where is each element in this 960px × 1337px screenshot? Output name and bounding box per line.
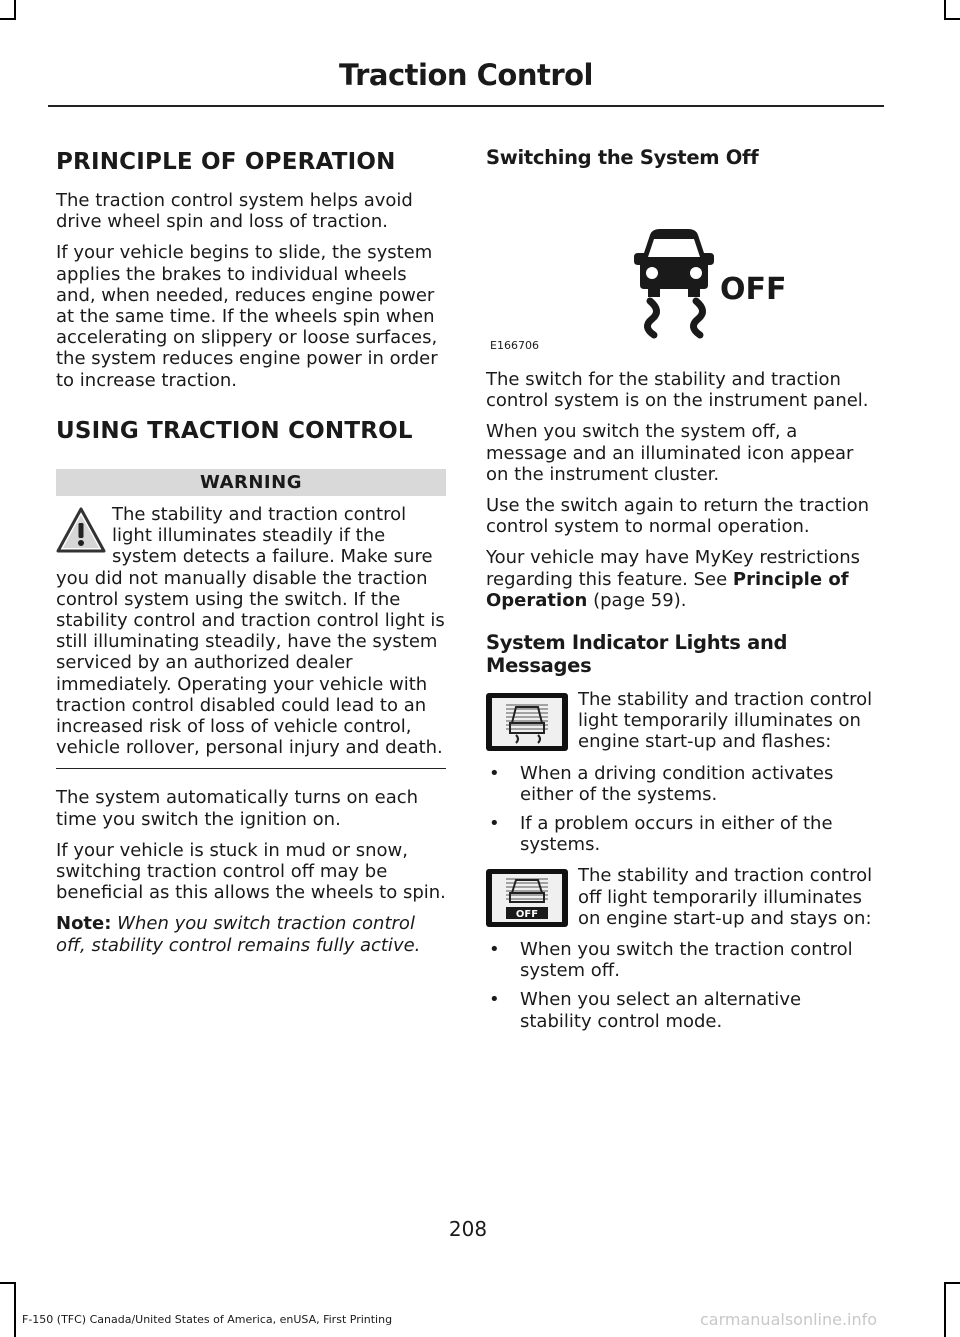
figure-code: E166706 <box>490 339 539 352</box>
section-heading-using: USING TRACTION CONTROL <box>56 417 413 444</box>
crop-mark <box>944 18 960 20</box>
list-item: • When a driving condition activates either of the systems. <box>486 763 876 805</box>
cross-reference-link[interactable]: Principle of Operation <box>486 568 849 611</box>
footer-edition: F-150 (TFC) Canada/United States of America, enUSA, First Printing <box>22 1313 393 1326</box>
left-column <box>56 140 446 966</box>
subheading-switching: Switching the System Off <box>486 146 759 169</box>
stability-control-light-icon <box>486 693 568 751</box>
watermark: carmanualsonline.info <box>700 1310 878 1329</box>
list-item: • If a problem occurs in either of the systems. <box>486 813 876 855</box>
subheading-indicators: System Indicator Lights and Messages <box>486 631 788 678</box>
page-header-title: Traction Control <box>338 58 593 92</box>
warning-title: WARNING <box>56 469 446 496</box>
indicator-row <box>486 865 876 929</box>
crop-mark <box>0 1282 16 1284</box>
crop-mark <box>14 1282 16 1337</box>
bullet-list <box>486 939 876 1032</box>
bullet-list <box>486 763 876 856</box>
right-column <box>486 140 876 1042</box>
note-text: When you switch traction control off, stability control remains fully active. <box>56 913 421 956</box>
indicator-description: The stability and traction control off light temporarily illuminates on engine start-up and stays on: <box>578 865 873 929</box>
paragraph: Use the switch again to return the traction control system to normal operation. <box>486 495 870 538</box>
crop-mark <box>14 0 16 20</box>
crop-mark <box>944 1282 946 1337</box>
paragraph: If your vehicle is stuck in mud or snow, switching traction control off may be beneficial as this allows the wheels to spin. <box>56 839 446 904</box>
traction-control-off-icon <box>622 227 787 337</box>
paragraph: When you switch the system off, a message and an illuminated icon appear on the instrument cluster. <box>486 421 854 485</box>
indicator-description: The stability and traction control light temporarily illuminates on engine start-up and flashes: <box>578 689 873 753</box>
header-rule <box>48 105 884 107</box>
paragraph: If your vehicle begins to slide, the system applies the brakes to individual wheels and, when needed, reduces engine power at the same time. If the wheels spin when accelerating on slippery or loose surfaces, the system reduces engine power in order to increase traction. <box>56 242 438 391</box>
icon-off-label: OFF <box>515 909 539 921</box>
warning-triangle-icon <box>56 506 106 556</box>
paragraph-mykey <box>486 547 876 611</box>
mykey-text: Your vehicle may have MyKey restrictions regarding this feature. See <box>486 547 861 590</box>
warning-text: The stability and traction control light illuminates steadily if the system detects a failure. Make sure you did not manually disable the traction control system using the switch. If the stability control and traction control light is still illuminating steadily, have the system serviced by an authorized dealer immediately. Operating your vehicle with traction control disabled could lead to an increased risk of loss of vehicle control, vehicle rollover, personal injury and death. <box>56 504 445 759</box>
paragraph: The traction control system helps avoid drive wheel spin and loss of traction. <box>56 190 413 233</box>
list-item: • When you select an alternative stability control mode. <box>486 989 876 1031</box>
page-number: 208 <box>448 1217 488 1241</box>
section-heading-principle: PRINCIPLE OF OPERATION <box>56 149 396 175</box>
page-ref: (page 59). <box>587 589 687 611</box>
warning-block <box>56 504 446 758</box>
list-item: • When you switch the traction control system off. <box>486 939 876 981</box>
paragraph: The system automatically turns on each time you switch the ignition on. <box>56 787 419 830</box>
crop-mark <box>944 0 946 20</box>
crop-mark <box>944 1282 960 1284</box>
note-label: Note: <box>56 913 112 935</box>
stability-control-off-light-icon <box>486 869 568 927</box>
indicator-row <box>486 689 876 753</box>
crop-mark <box>0 18 16 20</box>
icon-off-text: OFF <box>720 272 787 307</box>
warning-rule <box>56 768 446 769</box>
paragraph: The switch for the stability and traction control system is on the instrument panel. <box>486 369 869 412</box>
note <box>56 913 446 955</box>
